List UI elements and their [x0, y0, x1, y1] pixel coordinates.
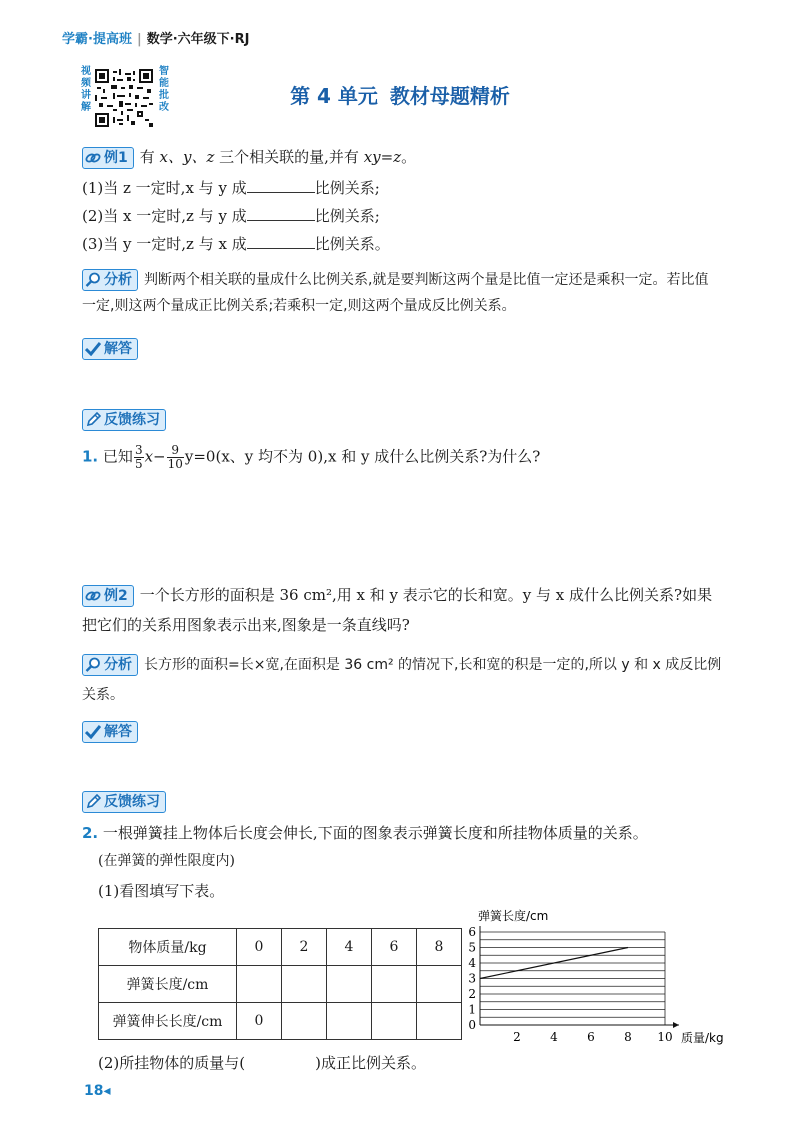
- exercise2-sub1: (1)看图填写下表。: [98, 882, 225, 900]
- video-explain-label: 视频讲解: [81, 66, 91, 113]
- feedback-heading-1: [82, 408, 172, 431]
- table-input-cell[interactable]: [282, 966, 327, 1003]
- y-tick-label: 2: [468, 987, 476, 1001]
- example1-q3: (3)当 y 一定时,z 与 x 成 比例关系。: [82, 232, 390, 255]
- magnifier-icon: [85, 272, 101, 288]
- table-cell: 0: [237, 1003, 282, 1040]
- subject-label: 数学·六年级下·RJ: [146, 32, 250, 47]
- x-tick-label: 8: [624, 1030, 632, 1044]
- pencil-icon: [85, 412, 101, 428]
- table-input-cell[interactable]: [372, 966, 417, 1003]
- table-cell: 8: [417, 929, 462, 966]
- analysis-badge: 分析: [82, 269, 138, 291]
- example2-badge: 例2: [82, 585, 134, 607]
- y-tick-label: 5: [468, 940, 476, 955]
- example2-analysis: 分析 长方形的面积=长×宽,在面积是 36 cm² 的情况下,长和宽的积是一定的,所以 y 和 x 成反比例关系。: [82, 650, 722, 710]
- example1-analysis: 分析 判断两个相关联的量成什么比例关系,就是要判断这两个量是比值一定还是乘积一定。若比值一定,则这两个量成正比例关系;若乘积一定,则这两个量成反比例关系。: [82, 267, 722, 319]
- exercise2-note: (在弹簧的弹性限度内): [98, 853, 235, 869]
- table-cell: 2: [282, 929, 327, 966]
- feedback-badge: 反馈练习: [82, 791, 166, 813]
- x-tick-label: 6: [587, 1030, 595, 1044]
- x-tick-label: 10: [657, 1030, 673, 1044]
- answer-badge: 解答: [82, 721, 138, 743]
- x-tick-label: 4: [550, 1030, 558, 1044]
- table-input-cell[interactable]: [327, 966, 372, 1003]
- y-tick-label: 3: [468, 971, 476, 986]
- link-icon: [85, 151, 101, 165]
- table-row-label: 弹簧长度/cm: [99, 966, 237, 1003]
- answer-blank[interactable]: [247, 232, 315, 249]
- smart-grading-label: 智能批改: [159, 66, 169, 113]
- table-input-cell[interactable]: [282, 1003, 327, 1040]
- header-divider: |: [136, 32, 142, 47]
- answer-blank[interactable]: [247, 176, 315, 193]
- example1-statement: 例1 有 x、y、z 三个相关联的量,并有 xy=z。: [82, 146, 416, 169]
- example2-answer: [82, 720, 144, 743]
- y-tick-label: 6: [468, 925, 476, 939]
- feedback-badge: 反馈练习: [82, 409, 166, 431]
- example1-q2: (2)当 x 一定时,z 与 y 成 比例关系;: [82, 204, 380, 227]
- exercise2-statement: 2. 一根弹簧挂上物体后长度会伸长,下面的图象表示弹簧长度和所挂物体质量的关系。: [82, 824, 648, 842]
- x-axis-label: 质量/kg: [681, 1031, 724, 1045]
- link-icon: [85, 589, 101, 603]
- spring-length-chart: [450, 905, 730, 1050]
- unit-title: [0, 80, 800, 109]
- table-cell: 6: [372, 929, 417, 966]
- x-tick-label: 2: [513, 1030, 521, 1044]
- exercise2-sub2: (2)所挂物体的质量与( )成正比例关系。: [98, 1054, 426, 1072]
- y-tick-label: 4: [468, 956, 476, 970]
- unit-label: 第 4 单元: [290, 84, 378, 108]
- unit-heading: 教材母题精析: [389, 84, 510, 108]
- exercise1: 1. 已知 $\frac{3}{5}$ x− $\frac{9}{10}$ y=0(x、y 均不为 0),x 和 y 成什么比例关系?为什么?: [82, 443, 541, 471]
- checkmark-icon: [85, 725, 101, 739]
- example1-answer: [82, 337, 144, 360]
- table-row: [99, 929, 462, 966]
- y-axis-label: 弹簧长度/cm: [478, 909, 549, 923]
- table-cell: 4: [327, 929, 372, 966]
- table-input-cell[interactable]: [327, 1003, 372, 1040]
- checkmark-icon: [85, 342, 101, 356]
- table-input-cell[interactable]: [237, 966, 282, 1003]
- table-row-label: 物体质量/kg: [99, 929, 237, 966]
- magnifier-icon: [85, 657, 101, 673]
- feedback-heading-2: [82, 790, 172, 813]
- brand-label: 学霸·提高班: [62, 32, 132, 47]
- table-row-label: 弹簧伸长长度/cm: [99, 1003, 237, 1040]
- table-row: [99, 1003, 462, 1040]
- fraction: $\frac{3}{5}$: [134, 443, 143, 471]
- fraction: $\frac{9}{10}$: [167, 443, 183, 471]
- example2-statement: 例2 一个长方形的面积是 36 cm²,用 x 和 y 表示它的长和宽。y 与 x 成什么比例关系?如果把它们的关系用图象表示出来,图象是一条直线吗?: [82, 586, 713, 634]
- page-number: 18◂: [84, 1083, 111, 1099]
- y-tick-label: 0: [468, 1018, 476, 1032]
- analysis-badge: 分析: [82, 654, 138, 676]
- answer-blank[interactable]: [247, 204, 315, 221]
- table-cell: 0: [237, 929, 282, 966]
- pencil-icon: [85, 794, 101, 810]
- answer-badge: 解答: [82, 338, 138, 360]
- x-axis-arrow-icon: [673, 1022, 679, 1028]
- y-tick-label: 1: [468, 1002, 476, 1017]
- example1-q1: (1)当 z 一定时,x 与 y 成 比例关系;: [82, 176, 380, 199]
- table-row: [99, 966, 462, 1003]
- spring-table: [98, 928, 462, 1040]
- running-header: [62, 28, 249, 47]
- table-input-cell[interactable]: [372, 1003, 417, 1040]
- example1-badge: 例1: [82, 147, 134, 169]
